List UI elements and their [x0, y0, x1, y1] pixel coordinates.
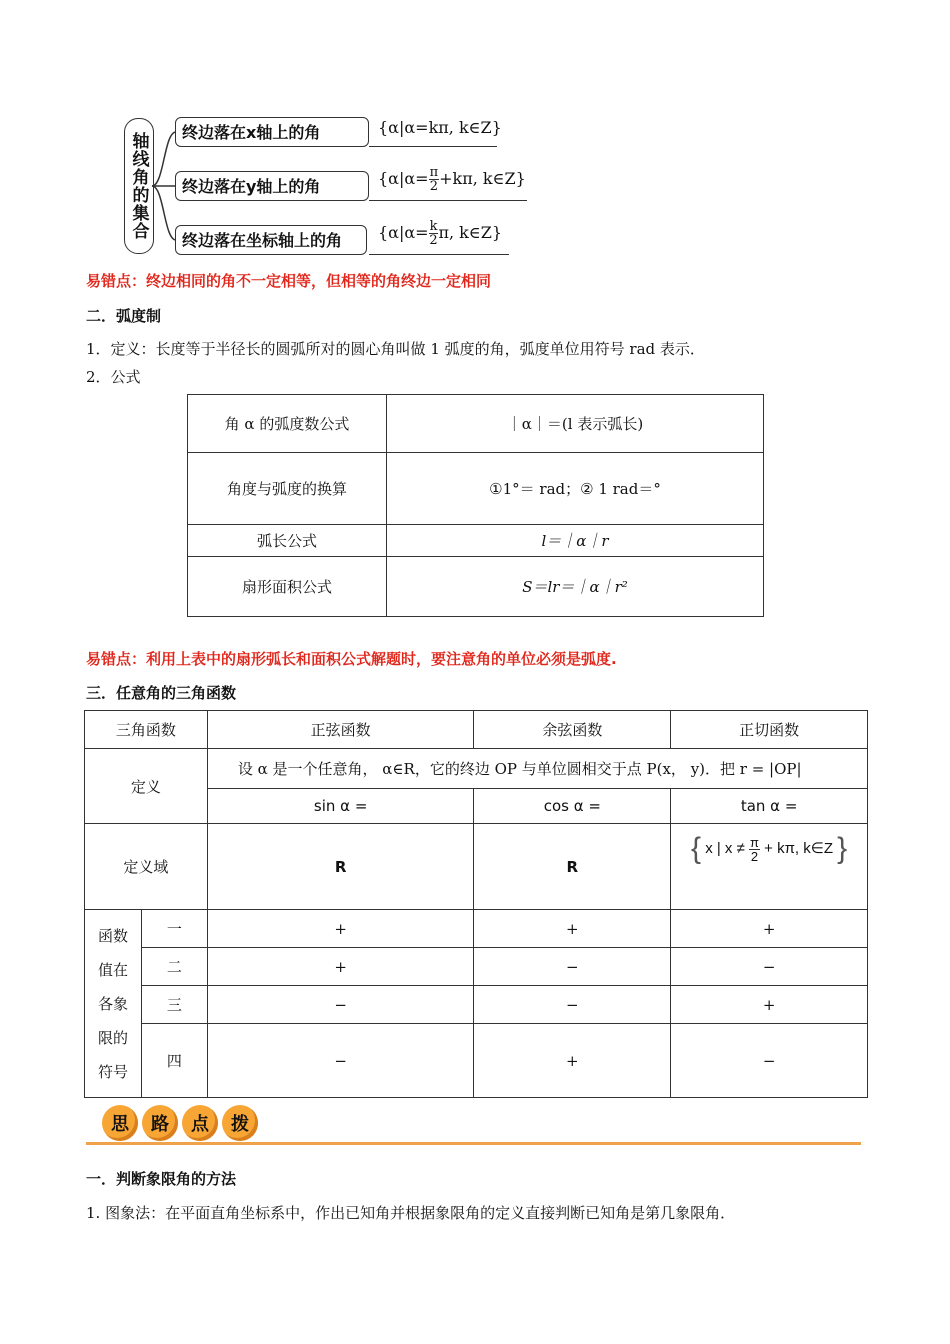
branch-coord-axes: 终边落在坐标轴上的角: [175, 225, 367, 255]
banner-underline: [86, 1142, 861, 1145]
table-cell: 角 α 的弧度数公式: [188, 395, 387, 453]
table-cell: ｜α｜＝(l 表示弧长): [387, 395, 764, 453]
banner-char: 点: [182, 1105, 218, 1141]
table-row: [85, 824, 868, 910]
table-row: [85, 910, 868, 948]
quadrant-label: 三: [141, 986, 207, 1024]
underline-2: [369, 200, 527, 201]
banner-char: 拨: [222, 1105, 258, 1141]
banner-char: 思: [102, 1105, 138, 1141]
underline-3: [369, 254, 509, 255]
table-row: [85, 711, 868, 749]
quadrant-label: 二: [141, 948, 207, 986]
domain-sin: R: [207, 824, 474, 910]
sign-cell: −: [671, 948, 868, 986]
sign-cell: −: [671, 1024, 868, 1098]
axis-angle-set-label: 轴线角的集合: [124, 118, 154, 254]
branch-y-axis: 终边落在y轴上的角: [175, 171, 369, 201]
section4-heading: 一．判断象限角的方法: [86, 1170, 237, 1188]
sign-cell: +: [474, 910, 671, 948]
header-tangent: 正切函数: [671, 711, 868, 749]
table-cell: 扇形面积公式: [188, 557, 387, 617]
sign-cell: −: [474, 948, 671, 986]
table-row: [85, 749, 868, 789]
table-cell: 角度与弧度的换算: [188, 453, 387, 525]
section3-heading: 三．任意角的三角函数: [86, 684, 237, 702]
table-cell: S＝lr＝｜α｜r²: [387, 557, 764, 617]
table-row: [85, 986, 868, 1024]
set-coord-axes: {α|α= $\frac{k}{2}$ π, k∈Z}: [378, 219, 503, 248]
domain-tan: { x | x ≠ $\frac{\pi}{2}$ + kπ, k∈Z }: [671, 824, 868, 910]
sin-definition: sin α =: [207, 789, 474, 824]
sign-cell: −: [207, 986, 474, 1024]
table-cell: ①1°＝ rad；② 1 rad＝°: [387, 453, 764, 525]
definition-label: 定义: [85, 749, 208, 824]
table-row: [85, 948, 868, 986]
sign-cell: +: [474, 1024, 671, 1098]
header-sine: 正弦函数: [207, 711, 474, 749]
sign-cell: +: [207, 948, 474, 986]
note-error-prone-1: 易错点：终边相同的角不一定相等，但相等的角终边一定相同: [86, 272, 492, 290]
underline-1: [369, 146, 497, 147]
sign-label: 函数 值在 各象 限的 符号: [85, 910, 142, 1098]
section2-definition: 1．定义：长度等于半径长的圆弧所对的圆心角叫做 1 弧度的角，弧度单位用符号 rad 表示．: [86, 340, 705, 358]
tan-definition: tan α =: [671, 789, 868, 824]
cos-definition: cos α =: [474, 789, 671, 824]
sign-cell: +: [207, 910, 474, 948]
set-y-axis: {α|α= $\frac{\pi}{2}$ +kπ, k∈Z}: [378, 165, 526, 194]
sign-cell: +: [671, 986, 868, 1024]
sign-cell: −: [207, 1024, 474, 1098]
quadrant-label: 四: [141, 1024, 207, 1098]
header-cosine: 余弦函数: [474, 711, 671, 749]
set-x-axis: {α|α=kπ, k∈Z}: [378, 118, 502, 137]
domain-label: 定义域: [85, 824, 208, 910]
table-cell: l＝｜α｜r: [387, 525, 764, 557]
table-row: [188, 525, 764, 557]
sign-cell: +: [671, 910, 868, 948]
table-row: [188, 395, 764, 453]
sign-cell: −: [474, 986, 671, 1024]
section2-heading: 二．弧度制: [86, 307, 162, 325]
domain-cos: R: [474, 824, 671, 910]
header-trig-function: 三角函数: [85, 711, 208, 749]
banner-char: 路: [142, 1105, 178, 1141]
section2-formula-label: 2．公式: [86, 368, 141, 386]
table-row: [188, 557, 764, 617]
trig-function-table: [84, 710, 868, 1098]
tips-banner: [86, 1104, 861, 1146]
radian-formula-table: [187, 394, 764, 617]
table-row: [188, 453, 764, 525]
branch-x-axis: 终边落在x轴上的角: [175, 117, 369, 147]
table-cell: 弧长公式: [188, 525, 387, 557]
note-error-prone-2: 易错点：利用上表中的扇形弧长和面积公式解题时，要注意角的单位必须是弧度.: [86, 650, 617, 668]
quadrant-label: 一: [141, 910, 207, 948]
definition-text: 设 α 是一个任意角， α∈R，它的终边 OP 与单位圆相交于点 P(x， y)．把 r = |OP|: [207, 749, 867, 789]
table-row: [85, 1024, 868, 1098]
section4-graph-method: 1. 图象法：在平面直角坐标系中，作出已知角并根据象限角的定义直接判断已知角是第几象限角．: [86, 1204, 736, 1222]
